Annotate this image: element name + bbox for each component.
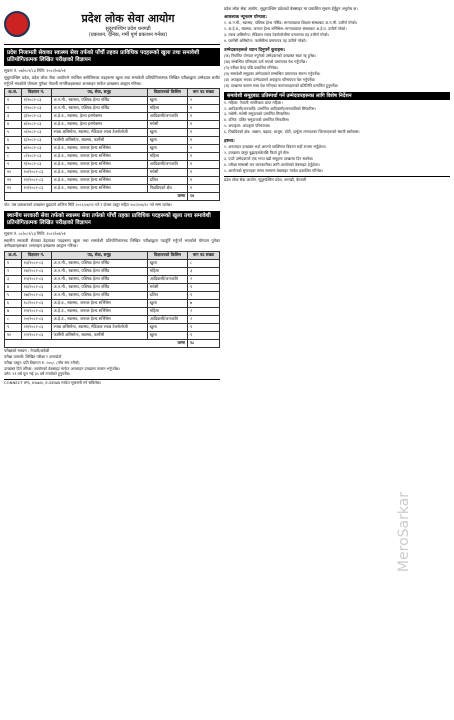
- list-item: दरखास्त दिने तरिका: आयोगको वेबसाइट मार्फत अनलाइन दरखास्त फाराम भर्नुपर्नेछ।: [4, 365, 120, 371]
- notice1-table: [4, 88, 220, 201]
- table-cell: अ.हे.व., स्वास्थ्य, जनरल हेल्थ सर्भिसेस: [51, 152, 147, 160]
- total-value: २८: [188, 339, 220, 347]
- left-footer: CONNECT IPS, Khalti, E-SEWA मार्फत भुक्तानी गर्न सकिनेछ।: [4, 379, 220, 386]
- table-cell: खुला: [147, 259, 187, 267]
- table-cell: खुला: [147, 96, 187, 104]
- table-cell: १/२०८२-८३: [21, 96, 51, 104]
- total-label: जम्मा: [5, 192, 188, 200]
- table-cell: ७: [5, 144, 22, 152]
- table-cell: १७/२०८२-८३: [21, 291, 51, 299]
- notice2-header-cell: विज्ञापन नं.: [21, 251, 51, 259]
- table-cell: १२/२०८२-८३: [21, 184, 51, 192]
- table-cell: अ.हे.व., स्वास्थ्य, जनरल हेल्थ सर्भिसेस: [51, 144, 147, 152]
- table-cell: खुला: [147, 144, 187, 152]
- list-item: २. दरखास्त दस्तुर बुझाइसकेपछि फिर्ता हुने छैन।: [224, 150, 290, 156]
- table-cell: मधेसी: [147, 120, 187, 128]
- table-cell: २१/२०८२-८३: [21, 323, 51, 331]
- table-cell: ७: [5, 307, 22, 315]
- table-cell: ५: [5, 291, 22, 299]
- list-item: ४. फार्मेसी असिस्टेन्ट: फार्मेसीमा प्रमाणपत्र तह उत्तीर्ण गरेको।: [224, 38, 307, 44]
- table-cell: १: [188, 168, 220, 176]
- table-row: [5, 291, 220, 299]
- table-cell: ८/२०८२-८३: [21, 152, 51, 160]
- table-cell: १: [188, 104, 220, 112]
- list-item: ५. अपाङ्गता: अपाङ्गता परिचयपत्र।: [224, 123, 271, 129]
- notice1-meta: सूचना नं. ०७/०८२/८३ मिति: २०८२/०४/०१: [4, 67, 66, 73]
- table-row: [5, 299, 220, 307]
- list-item: ३. ल्याब असिस्टेन्ट: मेडिकल ल्याब टेक्नोलोजीमा प्रमाणपत्र तह उत्तीर्ण गरेको।: [224, 32, 329, 38]
- table-cell: १५/२०८२-८३: [21, 275, 51, 283]
- table-cell: ९/२०८२-८३: [21, 160, 51, 168]
- table-cell: आदिवासी/जनजाति: [147, 160, 187, 168]
- table-cell: ६: [5, 299, 22, 307]
- table-cell: १६/२०८२-८३: [21, 283, 51, 291]
- inclusive-group-heading: समावेशी समूहबाट प्रतिस्पर्धा गर्ने उम्मेदवारहरूका लागि विशेष निर्देशन: [224, 92, 450, 100]
- table-cell: अ.न.मी., स्वास्थ्य, पब्लिक हेल्थ नर्सिङ: [51, 96, 147, 104]
- header-sub1: सुदूरपश्चिम प्रदेश धनगढी: [105, 25, 151, 32]
- table-cell: ४: [5, 283, 22, 291]
- table-cell: ल्याब असिस्टेन्ट, स्वास्थ्य, मेडिकल ल्याब टेक्नोलोजी: [51, 323, 147, 331]
- notice1-note: नोट: यस प्रकाशनको दरखास्त बुझाउने अन्तिम मिति २०८२/०४/२१ गते र दोब्बर दस्तुर सहित २०८२/०४/२८ गते सम्म रहनेछ।: [4, 201, 173, 207]
- table-cell: मधेसी: [147, 283, 187, 291]
- table-cell: महिला: [147, 104, 187, 112]
- table-cell: १: [188, 152, 220, 160]
- table-cell: ल्याब असिस्टेन्ट, स्वास्थ्य, मेडिकल ल्याब टेक्नोलोजी: [51, 128, 147, 136]
- table-cell: ७: [188, 299, 220, 307]
- section1-title: आवश्यक न्यूनतम योग्यता:: [224, 15, 268, 21]
- table-cell: खुला: [147, 331, 187, 339]
- list-item: ५. आयोगको सूचनाहरू समय समयमा वेबसाइट मार्फत प्रकाशित गरिनेछ।: [224, 167, 323, 173]
- table-cell: १८/२०८२-८३: [21, 299, 51, 307]
- notice2-header-cell: पद, सेवा, समूह: [51, 251, 147, 259]
- table-cell: ८: [5, 152, 22, 160]
- table-cell: महिला: [147, 267, 187, 275]
- list-item: ३. मधेसी: मधेसी समुदायको प्रमाणित सिफारिस।: [224, 111, 291, 117]
- section2-list: [224, 54, 450, 89]
- table-cell: ३: [5, 275, 22, 283]
- notice2-heading: स्थानीय सरकारी सेवा तर्फको स्वास्थ्य सेवा तर्फको पाँचौं तहका प्राविधिक पदहरूको खुला तथा समावेशी प्रतियोगितात्मक लिखित परीक्षाको विज्ञापन: [4, 211, 220, 229]
- table-cell: १: [5, 96, 22, 104]
- table-cell: अ.न.मी., स्वास्थ्य, पब्लिक हेल्थ नर्सिङ: [51, 291, 147, 299]
- left-notes: [4, 349, 220, 378]
- table-cell: ६/२०८२-८३: [21, 136, 51, 144]
- table-cell: २: [188, 307, 220, 315]
- header-sub2: (प्रकाशन, दैनिक, गर्मी पूर्ण प्रकाशन गर्नका): [88, 31, 168, 38]
- emblem-icon: [4, 11, 30, 37]
- list-item: १. महिला: नेपाली नागरिकता प्राप्त महिला।: [224, 99, 283, 105]
- table-row: [5, 275, 220, 283]
- notice2-header-cell: माग पद संख्या: [188, 251, 220, 259]
- table-row: [5, 283, 220, 291]
- table-cell: अ.न.मी., स्वास्थ्य, पब्लिक हेल्थ नर्सिङ: [51, 104, 147, 112]
- table-cell: अ.न.मी., स्वास्थ्य, पब्लिक हेल्थ नर्सिङ: [51, 267, 147, 275]
- table-row: [5, 259, 220, 267]
- table-cell: खुला: [147, 128, 187, 136]
- table-cell: अ.हे.व., स्वास्थ्य, जनरल हेल्थ सर्भिसेस: [51, 184, 147, 192]
- table-cell: १०: [5, 331, 22, 339]
- table-cell: ८: [5, 315, 22, 323]
- notice1-header-cell: क्र.सं.: [5, 88, 22, 96]
- watermark: MeroSarkar: [395, 491, 412, 573]
- table-cell: १: [188, 291, 220, 299]
- table-cell: महिला: [147, 307, 187, 315]
- table-cell: ३: [188, 267, 220, 275]
- table-row: [5, 307, 220, 315]
- table-cell: मधेसी: [147, 168, 187, 176]
- table-cell: ५: [5, 128, 22, 136]
- table-row: [5, 112, 220, 120]
- table-row: [5, 176, 220, 184]
- table-cell: अ.न.मी., स्वास्थ्य, पब्लिक हेल्थ नर्सिङ: [51, 259, 147, 267]
- table-row: [5, 96, 220, 104]
- list-item: १. अ.न.मी., स्वास्थ्य, पब्लिक हेल्थ नर्सिङ: मान्यताप्राप्त शिक्षण संस्थाबाट अ.न.मी. उत्तीर्ण गरेको।: [224, 20, 358, 26]
- table-cell: अ.हे.व., स्वास्थ्य, जनरल हेल्थ सर्भिसेस: [51, 168, 147, 176]
- table-cell: फार्मेसी असिस्टेन्ट, स्वास्थ्य, फार्मेसी: [51, 331, 147, 339]
- table-cell: ११: [5, 176, 22, 184]
- table-cell: आदिवासी/जनजाति: [147, 112, 187, 120]
- right-column: [224, 4, 450, 183]
- table-cell: २: [5, 104, 22, 112]
- table-total-row: [5, 192, 220, 200]
- table-cell: १: [188, 128, 220, 136]
- list-item: ६. पिछडिएको क्षेत्र: अछाम, बझाङ, बाजुरा, डोटी, दार्चुला लगायतका जिल्लाहरूको स्थायी बसोबास।: [224, 129, 360, 135]
- list-item: १. अनलाइन दरखास्त भर्दा आफ्नो व्यक्तिगत विवरण सही रूपमा भर्नुहोला।: [224, 144, 327, 150]
- list-item: २. अ.हे.व., स्वास्थ्य, जनरल हेल्थ सर्भिसेस: मान्यताप्राप्त संस्थाबाट अ.हे.व. उत्तीर्ण गरेको।: [224, 26, 347, 32]
- table-row: [5, 144, 220, 152]
- table-cell: आदिवासी/जनजाति: [147, 315, 187, 323]
- table-cell: १: [188, 136, 220, 144]
- table-cell: २२/२०८२-८३: [21, 331, 51, 339]
- notice1-header-cell: पद, सेवा, समूह: [51, 88, 147, 96]
- table-row: [5, 104, 220, 112]
- list-item: (च) दरखास्त फाराम साथ पेश गरिएका कागजातहरूको प्रतिलिपि प्रमाणित हुनुपर्नेछ।: [224, 82, 339, 88]
- notice1-header-cell: विज्ञापन नं.: [21, 88, 51, 96]
- list-item: ४. परीक्षा सम्बन्धी थप जानकारीका लागि आयोगको वेबसाइट हेर्नुहोला।: [224, 161, 320, 167]
- table-cell: ४: [5, 120, 22, 128]
- table-cell: १०: [5, 168, 22, 176]
- table-cell: महिला: [147, 152, 187, 160]
- table-cell: १: [188, 283, 220, 291]
- notice2-header-cell: क्र.सं.: [5, 251, 22, 259]
- table-cell: दलित: [147, 176, 187, 184]
- table-row: [5, 184, 220, 192]
- list-item: ३. एउटै उम्मेदवारले एक भन्दा बढी समूहमा दरखास्त दिन सक्नेछ।: [224, 155, 314, 161]
- table-cell: १: [188, 112, 220, 120]
- table-cell: ६: [5, 136, 22, 144]
- notice1-header-cell: माग पद संख्या: [188, 88, 220, 96]
- table-cell: ९: [5, 160, 22, 168]
- table-cell: अ.हे.व., स्वास्थ्य, जनरल हेल्थ सर्भिसेस: [51, 176, 147, 184]
- table-cell: अ.हे.व., स्वास्थ्य, हेल्थ इन्स्पेक्सन: [51, 120, 147, 128]
- right-intro: प्रदेश लोक सेवा आयोग, सुदूरपश्चिम प्रदेशको वेबसाइट मा प्रकाशित सूचना हेर्नुहुन अनुरोध छ।: [224, 6, 358, 11]
- notice1-heading: प्रदेश निजामती सेवाका स्वास्थ्य सेवा तर्फको पाँचौं तहका प्राविधिक पदहरूको खुला तथा समावेशी प्रतियोगितात्मक लिखित परीक्षाको विज्ञापन: [4, 48, 220, 66]
- right-footer: प्रदेश लोक सेवा आयोग, सुदूरपश्चिम प्रदेश, धनगढी, कैलाली: [224, 176, 450, 183]
- table-row: [5, 128, 220, 136]
- table-cell: अ.हे.व., स्वास्थ्य, जनरल हेल्थ सर्भिसेस: [51, 299, 147, 307]
- table-cell: ७/२०८२-८३: [21, 144, 51, 152]
- table-cell: १: [188, 323, 220, 331]
- list-item: ४. दलित: दलित समुदायको प्रमाणित सिफारिस।: [224, 117, 290, 123]
- notice1-header-cell: विज्ञापनको किसिम: [147, 88, 187, 96]
- table-cell: आदिवासी/जनजाति: [147, 275, 187, 283]
- table-cell: २/२०८२-८३: [21, 104, 51, 112]
- table-cell: अ.हे.व., स्वास्थ्य, जनरल हेल्थ सर्भिसेस: [51, 315, 147, 323]
- notice2-body: स्थानीय सरकारी सेवाका देहायका पदहरूमा खुला तथा समावेशी प्रतियोगितात्मक लिखित परीक्षाद्वारा पदपूर्ति गर्नुपर्ने भएकोले योग्यता पुगेका उम्मेदवारहरूबाट अनलाइन दरखास्त आह्वान गरिन्छ।: [4, 237, 220, 249]
- total-label: जम्मा: [5, 339, 188, 347]
- list-item: (क) निर्धारित योग्यता नपुगेको उम्मेदवारको दरखास्त स्वतः रद्द हुनेछ।: [224, 53, 317, 59]
- list-item: (घ) समावेशी समूहका उम्मेदवारले सम्बन्धित प्रमाणपत्र संलग्न गर्नुपर्नेछ।: [224, 70, 321, 76]
- table-row: [5, 120, 220, 128]
- table-cell: १: [188, 120, 220, 128]
- table-cell: २०/२०८२-८३: [21, 315, 51, 323]
- list-item: परीक्षा दस्तुर: प्रति विज्ञापन रु. ५००/- (पाँच सय रुपैयाँ): [4, 359, 80, 365]
- section1-list: [224, 21, 450, 44]
- table-row: [5, 315, 220, 323]
- notice2-table: [4, 251, 220, 348]
- table-cell: ३: [5, 112, 22, 120]
- table-cell: ५/२०८२-८३: [21, 128, 51, 136]
- section4-title: द्रष्टव्य:: [224, 139, 235, 145]
- table-cell: १९/२०८२-८३: [21, 307, 51, 315]
- table-cell: २: [188, 275, 220, 283]
- table-row: [5, 267, 220, 275]
- notice2-header-cell: विज्ञापनको किसिम: [147, 251, 187, 259]
- table-row: [5, 323, 220, 331]
- table-cell: खुला: [147, 299, 187, 307]
- table-cell: अ.हे.व., स्वास्थ्य, हेल्थ इन्स्पेक्सन: [51, 112, 147, 120]
- table-cell: २: [5, 267, 22, 275]
- list-item: उमेर: २१ वर्ष पूरा भई ३५ वर्ष ननाघेको हुनुपर्नेछ।: [4, 371, 71, 377]
- table-cell: १४/२०८२-८३: [21, 267, 51, 275]
- table-cell: ४/२०८२-८३: [21, 120, 51, 128]
- table-cell: ११/२०८२-८३: [21, 176, 51, 184]
- section4-list: [224, 145, 450, 174]
- total-value: १४: [188, 192, 220, 200]
- header: [4, 4, 220, 45]
- notice2-meta: सूचना नं. ०८/०८२/८३ मिति: २०८२/०४/०१: [4, 230, 66, 236]
- list-item: (ङ) अपाङ्गता भएका उम्मेदवारले अपाङ्गता परिचयपत्र पेश गर्नुपर्नेछ।: [224, 76, 316, 82]
- table-cell: पिछडिएको क्षेत्र: [147, 184, 187, 192]
- table-cell: १: [188, 331, 220, 339]
- table-cell: १: [188, 184, 220, 192]
- table-cell: अ.न.मी., स्वास्थ्य, पब्लिक हेल्थ नर्सिङ: [51, 283, 147, 291]
- table-cell: १३/२०८२-८३: [21, 259, 51, 267]
- table-cell: खुला: [147, 323, 187, 331]
- table-cell: दलित: [147, 291, 187, 299]
- table-cell: अ.न.मी., स्वास्थ्य, पब्लिक हेल्थ नर्सिङ: [51, 275, 147, 283]
- table-cell: ३/२०८२-८३: [21, 112, 51, 120]
- table-cell: अ.हे.व., स्वास्थ्य, जनरल हेल्थ सर्भिसेस: [51, 307, 147, 315]
- table-cell: २: [188, 144, 220, 152]
- table-cell: १: [188, 176, 220, 184]
- table-row: [5, 331, 220, 339]
- table-row: [5, 160, 220, 168]
- table-cell: ९: [5, 323, 22, 331]
- left-column: [4, 4, 220, 386]
- table-cell: फार्मेसी असिस्टेन्ट, स्वास्थ्य, फार्मेसी: [51, 136, 147, 144]
- table-cell: २: [188, 96, 220, 104]
- table-cell: १०/२०८२-८३: [21, 168, 51, 176]
- table-cell: अ.हे.व., स्वास्थ्य, जनरल हेल्थ सर्भिसेस: [51, 160, 147, 168]
- table-cell: २: [188, 315, 220, 323]
- table-row: [5, 152, 220, 160]
- list-item: (ग) परीक्षा केन्द्र पछि प्रकाशित गरिनेछ।: [224, 64, 279, 70]
- table-row: [5, 168, 220, 176]
- list-item: (ख) सम्बन्धित परिषदमा दर्ता भएको प्रमाणपत्र पेश गर्नुपर्नेछ।: [224, 59, 307, 64]
- table-cell: खुला: [147, 136, 187, 144]
- notice1-body: सुदूरपश्चिम प्रदेश, प्रदेश लोक सेवा आयोगले तपसिल बमोजिमका पदहरूमा खुला तथा समावेशी प्रतियोगितात्मक लिखित परीक्षाद्वारा उम्मेदवार छनौट गर्नुपर्ने भएकोले योग्यता पुगेका नेपाली नागरिकहरूबाट अनलाइन मार्फत दरखास्त आह्वान गरिन्छ।: [4, 75, 220, 86]
- list-item: परीक्षा प्रणाली: लिखित परीक्षा र अन्तर्वार्ता: [4, 353, 62, 359]
- table-cell: ८: [188, 259, 220, 267]
- section3-list: [224, 101, 450, 136]
- table-row: [5, 136, 220, 144]
- section2-title: उम्मेदवारहरूले ध्यान दिनुपर्ने कुराहरू:: [224, 48, 286, 54]
- table-cell: १२: [5, 184, 22, 192]
- list-item: २. आदिवासी/जनजाति: प्रमाणित आदिवासी/जनजातिको सिफारिस।: [224, 105, 316, 111]
- table-total-row: [5, 339, 220, 347]
- header-title: प्रदेश लोक सेवा आयोग: [81, 11, 175, 25]
- table-cell: १: [188, 160, 220, 168]
- list-item: परीक्षाको माध्यम : नेपाली/अंग्रेजी: [4, 347, 50, 353]
- table-cell: १: [5, 259, 22, 267]
